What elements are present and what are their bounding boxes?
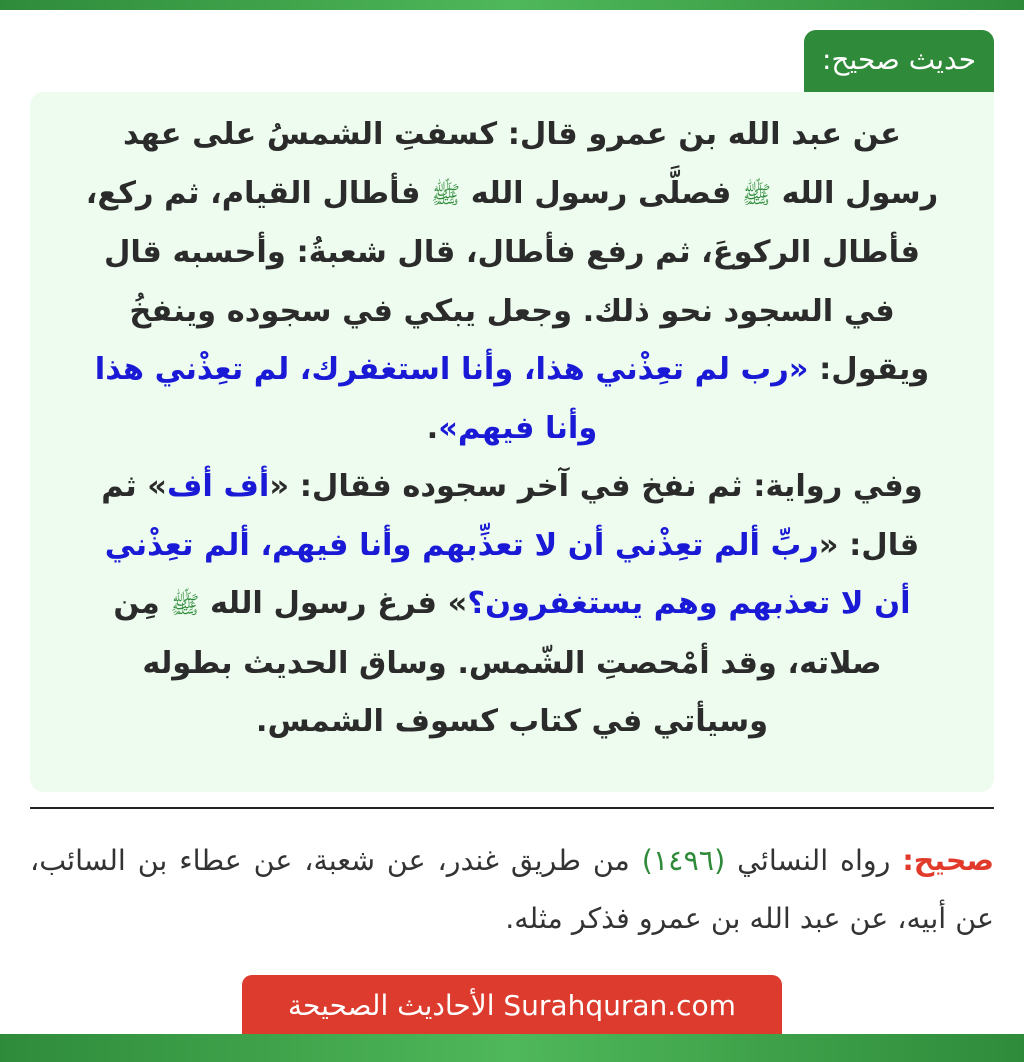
salla-icon: ﷺ bbox=[431, 180, 461, 209]
hadith-line: وسيأتي في كتاب كسوف الشمس. bbox=[255, 704, 769, 739]
hadith-line: صلاته، وقد أمْحصتِ الشّمس. وساق الحديث بطوله bbox=[142, 645, 882, 681]
hadith-line: . bbox=[426, 410, 439, 446]
top-decorative-bar bbox=[0, 0, 1024, 10]
grading-text: من طريق غندر، عن شعبة، عن عطاء بن السائب، عن أبيه، عن عبد الله بن عمرو فذكر مثله. bbox=[30, 844, 994, 935]
grading-text: رواه النسائي bbox=[725, 844, 903, 877]
site-footer-link[interactable]: الأحاديث الصحيحة Surahquran.com bbox=[242, 975, 782, 1035]
hadith-line: عن عبد الله بن عمرو قال: كسفتِ الشمسُ على عهد bbox=[122, 117, 902, 152]
hadith-line: فصلَّى رسول الله bbox=[460, 175, 742, 211]
bottom-decorative-bar bbox=[0, 1034, 1024, 1062]
prophet-quote: وأنا فيهم» bbox=[438, 410, 598, 446]
prophet-quote: أن لا تعذبهم وهم يستغفرون؟ bbox=[467, 586, 911, 621]
prophet-quote: ربِّ ألم تعِذْني أن لا تعذِّبهم وأنا فيهم، ألم تعِذْني bbox=[104, 527, 819, 563]
hadith-line: رسول الله bbox=[770, 175, 939, 211]
prophet-quote: «رب لم تعِذْني هذا، وأنا استغفرك، لم تعِذْني هذا bbox=[94, 352, 809, 387]
hadith-line: » فرغ رسول الله bbox=[199, 586, 468, 621]
salla-icon: ﷺ bbox=[741, 180, 771, 209]
salla-icon: ﷺ bbox=[170, 591, 200, 619]
grading-paragraph bbox=[30, 832, 994, 948]
hadith-type-badge: حديث صحيح: bbox=[804, 30, 994, 92]
hadith-line: فأطال الركوعَ، ثم رفع فأطال، قال شعبةُ: وأحسبه قال bbox=[103, 235, 921, 270]
hadith-line: فأطال القيام، ثم ركع، bbox=[85, 175, 432, 211]
hadith-line: ويقول: bbox=[808, 352, 930, 387]
hadith-text bbox=[52, 106, 972, 752]
grading-label: صحيح: bbox=[902, 844, 994, 877]
hadith-line: مِن bbox=[113, 586, 171, 621]
section-divider bbox=[30, 807, 994, 809]
hadith-line: » ثم bbox=[101, 469, 167, 504]
hadith-line: قال: « bbox=[818, 527, 920, 563]
hadith-text-box bbox=[30, 92, 994, 792]
hadith-line: وفي رواية: ثم نفخ في آخر سجوده فقال: « bbox=[269, 469, 923, 504]
prophet-quote: أف أف bbox=[166, 469, 270, 504]
hadith-line: في السجود نحو ذلك. وجعل يبكي في سجوده وينفخُ bbox=[129, 293, 895, 329]
hadith-number: (١٤٩٦) bbox=[641, 844, 726, 877]
